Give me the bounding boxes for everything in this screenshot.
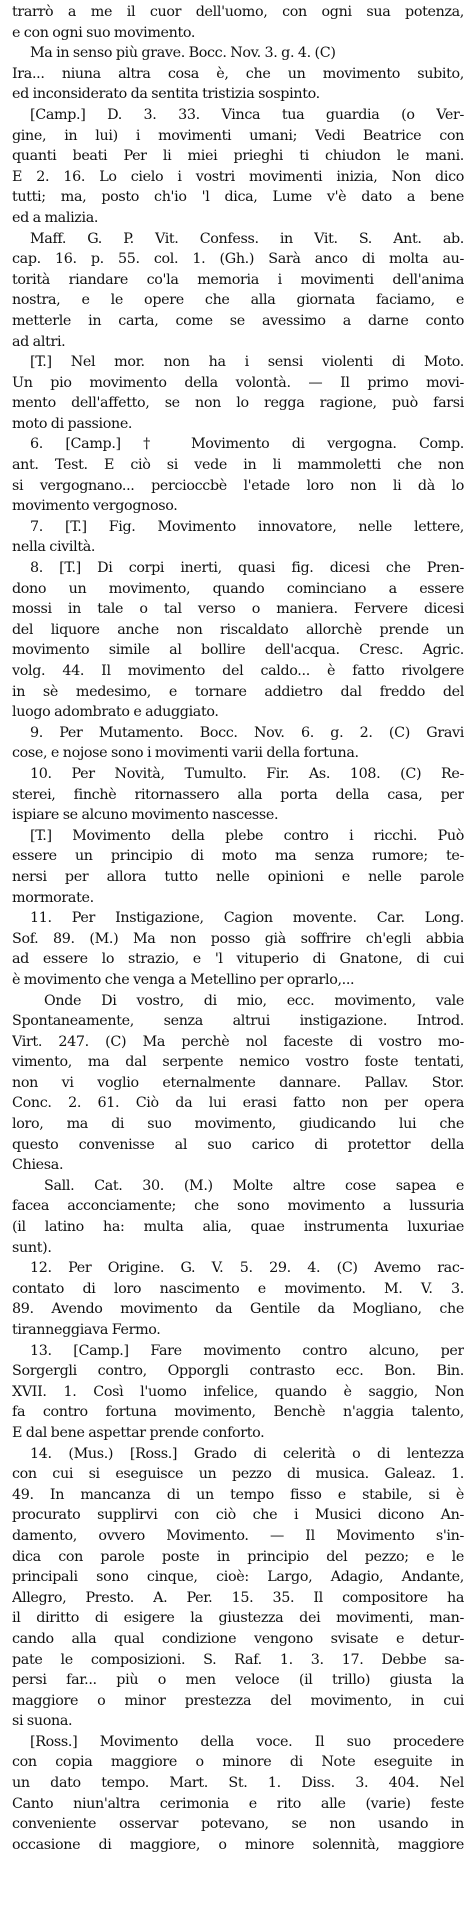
- text-line: si vergognano... percioccbè l'etade loro non li dà lo: [12, 477, 464, 494]
- text-line: con copia maggiore o minore di Note eseguite in: [12, 1754, 464, 1771]
- text-line: non vi voglio eternalmente dannare. Pallav. Stor.: [12, 1074, 464, 1091]
- text-line: sunt).: [12, 1239, 52, 1256]
- text-line: è movimento che venga a Metellino per oprarlo,...: [12, 971, 355, 988]
- text-line: [T.] Movimento della plebe contro i ricchi. Può: [30, 827, 464, 844]
- text-line: pate le composizioni. S. Raf. 1. 3. 17. Debbe sa-: [12, 1651, 464, 1668]
- text-line: in sè medesimo, e tornare addietro dal freddo del: [12, 683, 464, 700]
- text-line: Allegro, Presto. A. Per. 15. 35. Il compositore ha: [12, 1589, 464, 1606]
- text-line: questo convenisse al suo carico di protettor della: [12, 1136, 464, 1153]
- text-line: e con ogni suo movimento.: [12, 24, 196, 41]
- text-line: Un pio movimento della volontà. — Il primo movi-: [12, 374, 464, 391]
- text-line: 49. In mancanza di un tempo fisso e stabile, si è: [12, 1486, 464, 1503]
- text-line: movimento vergognoso.: [12, 498, 178, 515]
- text-line: movimento simile al bollire dell'acqua. Cresc. Agric.: [12, 642, 464, 659]
- text-line: Conc. 2. 61. Ciò da lui erasi fatto non per opera: [12, 1095, 464, 1112]
- text-line: 10. Per Novità, Tumulto. Fir. As. 108. (C) Re-: [30, 765, 464, 782]
- text-line: contato di loro nascimento e movimento. M. V. 3.: [12, 1280, 464, 1297]
- text-line: luogo adombrato e aduggiato.: [12, 704, 219, 721]
- text-line: trarrò a me il cuor dell'uomo, con ogni sua potenza,: [12, 4, 464, 20]
- text-line: ed a malizia.: [12, 209, 99, 226]
- text-line: ed inconsiderato da sentita tristizia sospinto.: [12, 86, 320, 103]
- text-line: torità riandare co'la memoria i movimenti dell'anima: [12, 271, 464, 288]
- text-line: Chiesa.: [12, 1157, 64, 1174]
- text-line: facea acconciamente; che sono movimento a lussuria: [12, 1198, 464, 1215]
- text-line: il diritto di esigere la giustezza dei movimenti, man-: [12, 1610, 464, 1627]
- text-line: Canto niun'altra cerimonia e rito alle (varie) feste: [12, 1795, 464, 1812]
- text-line: gine, in lui) i movimenti umani; Vedi Beatrice con: [12, 127, 464, 144]
- text-line: 8. [T.] Di corpi inerti, quasi fig. dicesi che Pren-: [30, 560, 464, 577]
- text-line: maggiore o minor prestezza del movimento, in cui: [12, 1692, 464, 1709]
- text-line: quanti beati Per li miei prieghi ti chiudon le mani.: [12, 148, 464, 165]
- text-line: Sall. Cat. 30. (M.) Molte altre cose sapea e: [44, 1177, 464, 1194]
- text-line: (il latino ha: multa alia, quae instrumenta luxuriae: [12, 1219, 464, 1236]
- text-line: XVII. 1. Così l'uomo infelice, quando è saggio, Non: [12, 1383, 464, 1400]
- text-line: mormorate.: [12, 889, 94, 906]
- text-line: persi far... più o men veloce (il trillo) giusta la: [12, 1672, 464, 1689]
- text-line: cap. 16. p. 55. col. 1. (Gh.) Sarà anco di molta au-: [12, 251, 464, 268]
- text-line: dica con parole poste in principio del pezzo; e le: [12, 1548, 464, 1565]
- text-line: loro, ma di suo movimento, giudicando lui che: [12, 1116, 464, 1133]
- text-line: ant. Test. E ciò si vede in li mammoletti che non: [12, 457, 464, 474]
- text-line: 14. (Mus.) [Ross.] Grado di celerità o di lentezza: [30, 1445, 464, 1462]
- text-line: ispiare se alcuno movimento nascesse.: [12, 807, 279, 824]
- text-line: 7. [T.] Fig. Movimento innovatore, nelle lettere,: [30, 518, 464, 535]
- text-line: si suona.: [12, 1713, 73, 1730]
- text-line: conveniente osservar potevano, se non usando in: [12, 1816, 464, 1833]
- text-line: Maff. G. P. Vit. Confess. in Vit. S. Ant. ab.: [30, 230, 464, 247]
- text-line: [Ross.] Movimento della voce. Il suo procedere: [30, 1733, 464, 1750]
- text-line: fa contro fortuna movimento, Benchè n'aggia talento,: [12, 1404, 464, 1421]
- text-line: nella civiltà.: [12, 539, 96, 556]
- text-line: moto di passione.: [12, 415, 133, 432]
- text-line: un dato tempo. Mart. St. 1. Diss. 3. 404. Nel: [12, 1775, 464, 1792]
- text-line: mossi in tale o tal verso o maniera. Fervere dicesi: [12, 601, 464, 618]
- text-line: 13. [Camp.] Fare movimento contro alcuno, per: [30, 1342, 464, 1359]
- text-line: Spontaneamente, senza altrui instigazione. Introd.: [12, 1013, 464, 1030]
- text-line: procurato supplirvi con ciò che i Musici dicono An-: [12, 1507, 464, 1524]
- text-line: vimento, ma dal serpente nemico vostro foste tentati,: [12, 1054, 464, 1071]
- text-line: nersi per allora tutto nelle opinioni e nelle parole: [12, 868, 464, 885]
- text-line: cando alla qual condizione vengono svisate e detur-: [12, 1630, 464, 1647]
- text-line: essere un principio di moto ma senza rumore; te-: [12, 848, 464, 865]
- text-line: Sof. 89. (M.) Ma non posso già soffrire ch'egli abbia: [12, 930, 464, 947]
- text-line: cose, e nojose sono i movimenti varii della fortuna.: [12, 745, 359, 762]
- text-line: [T.] Nel mor. non ha i sensi violenti di Moto.: [30, 354, 464, 371]
- text-line: tutti; ma, posto ch'io 'l dica, Lume v'è dato a bene: [12, 189, 464, 206]
- text-line: Ma in senso più grave. Bocc. Nov. 3. g. 4. (C): [30, 45, 336, 62]
- text-line: principali sono cinque, cioè: Largo, Adagio, Andante,: [12, 1569, 464, 1586]
- text-line: nostra, e le opere che alla giornata faciamo, e: [12, 292, 464, 309]
- text-line: 12. Per Origine. G. V. 5. 29. 4. (C) Avemo rac-: [30, 1260, 464, 1277]
- text-line: damento, ovvero Movimento. — Il Movimento s'in-: [12, 1527, 464, 1544]
- text-line: Sorgergli contro, Opporgli contrasto ecc. Bon. Bin.: [12, 1363, 464, 1380]
- text-line: mento dell'affetto, se non lo regga ragione, può farsi: [12, 395, 464, 412]
- text-line: occasione di maggiore, o minore solennità, maggiore: [12, 1836, 464, 1853]
- text-line: Virt. 247. (C) Ma perchè nol faceste di vostro mo-: [12, 1033, 464, 1050]
- text-line: volg. 44. Il movimento del caldo... è fatto rivolgere: [12, 663, 464, 679]
- text-line: E dal bene aspettar prende conforto.: [12, 1424, 265, 1441]
- text-line: 11. Per Instigazione, Cagion movente. Car. Long.: [30, 910, 464, 927]
- text-line: ad altri.: [12, 333, 66, 350]
- text-line: del liquore anche non riscaldato allorchè prende un: [12, 621, 464, 638]
- text-line: dono un movimento, quando cominciano a essere: [12, 580, 464, 597]
- text-line: metterle in carta, come se avessimo a darne conto: [12, 312, 464, 329]
- text-line: ad essere lo strazio, e 'l vituperio di Gnatone, di cui: [12, 951, 464, 968]
- text-line: 9. Per Mutamento. Bocc. Nov. 6. g. 2. (C) Gravi: [30, 724, 464, 741]
- text-line: Onde Di vostro, di mio, ecc. movimento, vale: [44, 992, 464, 1009]
- text-line: tiranneggiava Fermo.: [12, 1322, 161, 1338]
- text-line: con cui si eseguisce un pezzo di musica. Galeaz. 1.: [12, 1466, 464, 1483]
- text-line: Ira... niuna altra cosa è, che un movimento subito,: [12, 65, 464, 82]
- text-line: E 2. 16. Lo cielo i vostri movimenti inizia, Non dico: [12, 168, 464, 185]
- text-line: 6. [Camp.] † Movimento di vergogna. Comp.: [30, 436, 464, 453]
- text-line: 89. Avendo movimento da Gentile da Mogliano, che: [12, 1301, 464, 1318]
- text-line: [Camp.] D. 3. 33. Vinca tua guardia (o Ver-: [30, 106, 464, 123]
- text-line: sterei, finchè ritornassero alla porta della casa, per: [12, 786, 464, 803]
